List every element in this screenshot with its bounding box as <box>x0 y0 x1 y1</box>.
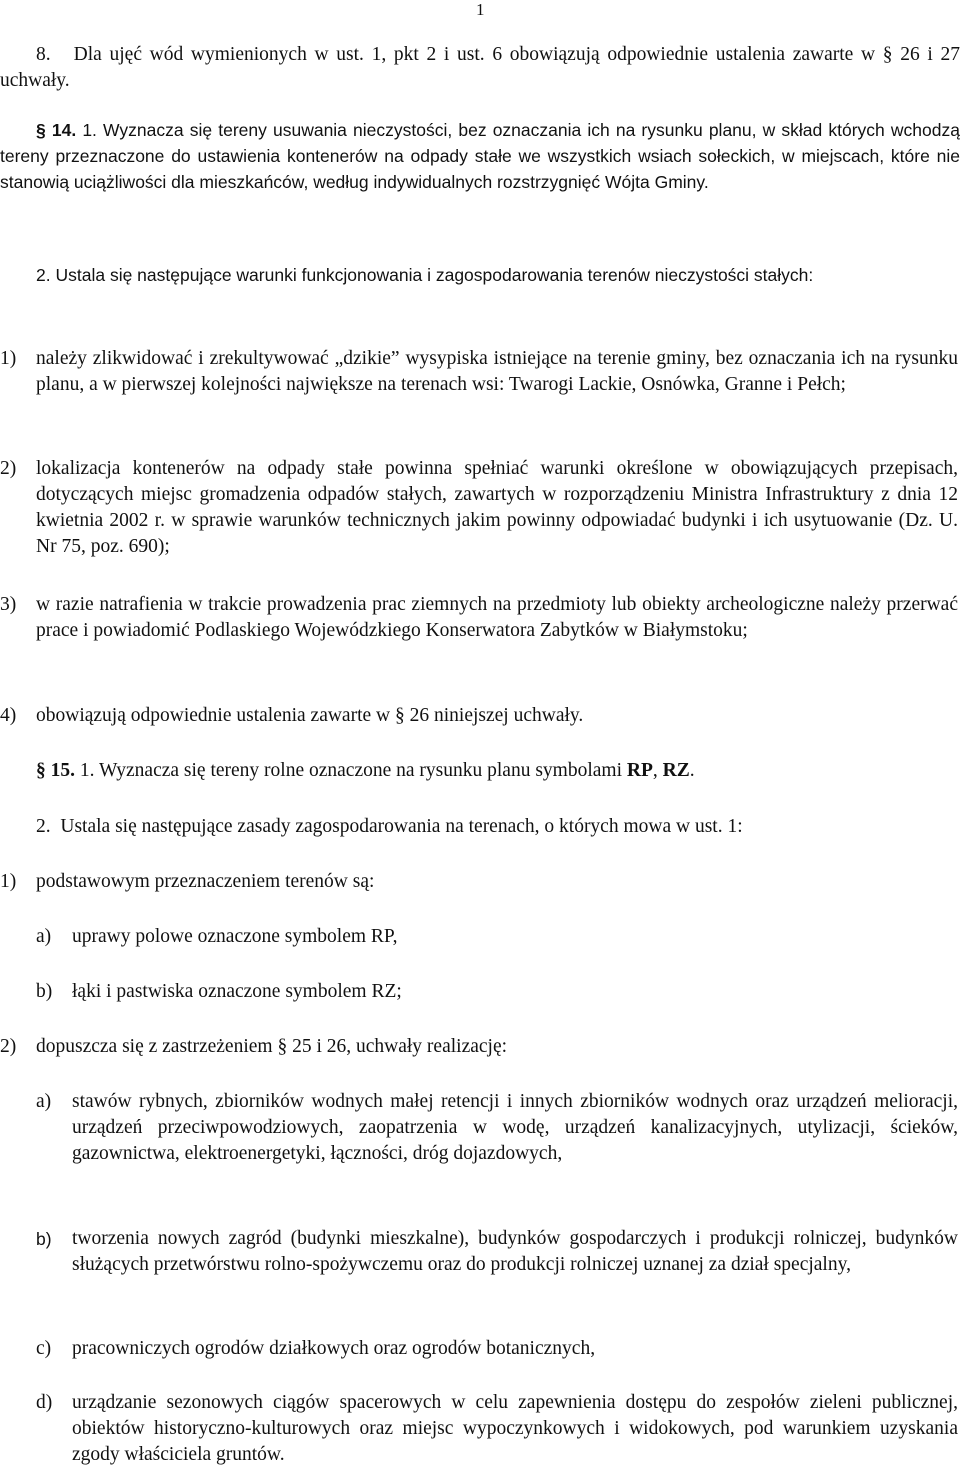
sub-item-text: stawów rybnych, zbiorników wodnych małej retencji i innych zbiorników wodnych oraz urządzeń melioracji, urządzeń przeciwpowodziowych, zaopatrzenia w wodę, urządzeń kanalizacyjnych, utylizacji, ścieków, gazownictwa, elektroenergetyki, łączności, dróg dojazdowych, <box>72 1091 958 1164</box>
section-15-number: 15. <box>50 760 75 781</box>
sub-item-label: d) <box>36 1392 53 1413</box>
section-14-point-1-number: 1. <box>82 120 97 140</box>
symbol-rz: RZ <box>662 760 690 781</box>
list-item-number: 2) <box>0 1036 17 1057</box>
sub-item-label: b) <box>36 1229 52 1249</box>
sub-item-text: pracowniczych ogrodów działkowych oraz ogrodów botanicznych, <box>72 1338 596 1359</box>
list-item-number: 3) <box>0 594 17 615</box>
sub-item-label: a) <box>36 1091 52 1112</box>
section-15-point-1-number: 1. <box>79 760 95 781</box>
section-15-point-1 <box>0 758 960 784</box>
paragraph-8 <box>0 42 960 94</box>
sub-item-text: łąki i pastwiska oznaczone symbolem RZ; <box>72 981 402 1002</box>
list-item-number: 2) <box>0 458 17 479</box>
sub-item-label: c) <box>36 1338 52 1359</box>
symbol-rp: RP <box>626 760 653 781</box>
paragraph-8-number: 8. <box>36 44 51 65</box>
section-14-point-1-text: Wyznacza się tereny usuwania nieczystości, bez oznaczania ich na rysunku planu, w skład których wchodzą tereny przeznaczone do ustawienia kontenerów na odpady stałe we wszystkich wsiach sołeckich, w miejscach, które nie stanowią uciążliwości dla mieszkańców, według indywidualnych rozstrzygnięć Wójta Gminy. <box>0 120 960 192</box>
symbol-separator: , <box>652 760 658 781</box>
list-item-text: lokalizacja kontenerów na odpady stałe powinna spełniać warunki określone w obowiązujących przepisach, dotyczących miejsc gromadzenia odpadów stałych, zawartych w rozporządzeniu Ministra Infrastruktury z dnia 12 kwietnia 2002 r. w sprawie warunków technicznych jakim powinny odpowiadać budynki i ich usytuowanie (Dz. U. Nr 75, poz. 690); <box>36 458 958 557</box>
sub-item-text: uprawy polowe oznaczone symbolem RP, <box>72 926 398 947</box>
list-item-number: 1) <box>0 871 17 892</box>
sub-item-label: b) <box>36 981 53 1002</box>
sub-item-label: a) <box>36 926 52 947</box>
section-15-point-2-text: Ustala się następujące zasady zagospodarowania na terenach, o których mowa w ust. 1: <box>60 816 743 837</box>
section-15-point-2-number: 2. <box>36 816 51 837</box>
section-15-point-2 <box>0 814 960 840</box>
section-15-point-1-text: Wyznacza się tereny rolne oznaczone na rysunku planu symbolami <box>99 760 622 781</box>
section-14-point-1 <box>0 117 960 195</box>
list-item-text: podstawowym przeznaczeniem terenów są: <box>36 871 375 892</box>
page-number: 1 <box>476 0 485 19</box>
sub-item-text: tworzenia nowych zagród (budynki mieszkalne), budynków gospodarczych i produkcji rolniczej, budynków służących przetwórstwu rolno-spożywczemu oraz do produkcji rolniczej uznanej za dział specjalny, <box>72 1228 958 1275</box>
sub-item-text: urządzanie sezonowych ciągów spacerowych w celu zapewnienia dostępu do zespołów zieleni publicznej, obiektów historyczno-kulturowych oraz miejsc wypoczynkowych i widokowych, pod warunkiem uzyskania zgody właściciela gruntów. <box>72 1392 958 1465</box>
section-15-sign: § <box>36 760 46 781</box>
list-item-text: dopuszcza się z zastrzeżeniem § 25 i 26, uchwały realizację: <box>36 1036 508 1057</box>
section-14-sign: § <box>36 120 46 140</box>
list-item-number: 4) <box>0 705 17 726</box>
list-item-text: w razie natrafienia w trakcie prowadzenia prac ziemnych na przedmioty lub obiekty archeologiczne należy przerwać prace i powiadomić Podlaskiego Wojewódzkiego Konserwatora Zabytków w Białymstoku; <box>36 594 958 641</box>
section-14-point-2-number: 2. <box>36 265 51 285</box>
list-item-text: obowiązują odpowiednie ustalenia zawarte w § 26 niniejszej uchwały. <box>36 705 584 726</box>
section-14-number: 14. <box>51 120 77 140</box>
list-item-number: 1) <box>0 348 17 369</box>
section-14-point-2 <box>0 262 960 288</box>
list-item-text: należy zlikwidować i zrekultywować „dzikie” wysypiska istniejące na terenie gminy, bez oznaczania ich na rysunku planu, a w pierwszej kolejności największe na terenach wsi: Twarogi Lackie, Osnówka, Granne i Pełch; <box>36 348 958 395</box>
section-14-point-2-text: Ustala się następujące warunki funkcjonowania i zagospodarowania terenów nieczystości stałych: <box>55 265 814 285</box>
sentence-end: . <box>689 760 695 781</box>
paragraph-8-text: Dla ujęć wód wymienionych w ust. 1, pkt 2 i ust. 6 obowiązują odpowiednie ustalenia zawarte w § 26 i 27 uchwały. <box>0 44 960 91</box>
